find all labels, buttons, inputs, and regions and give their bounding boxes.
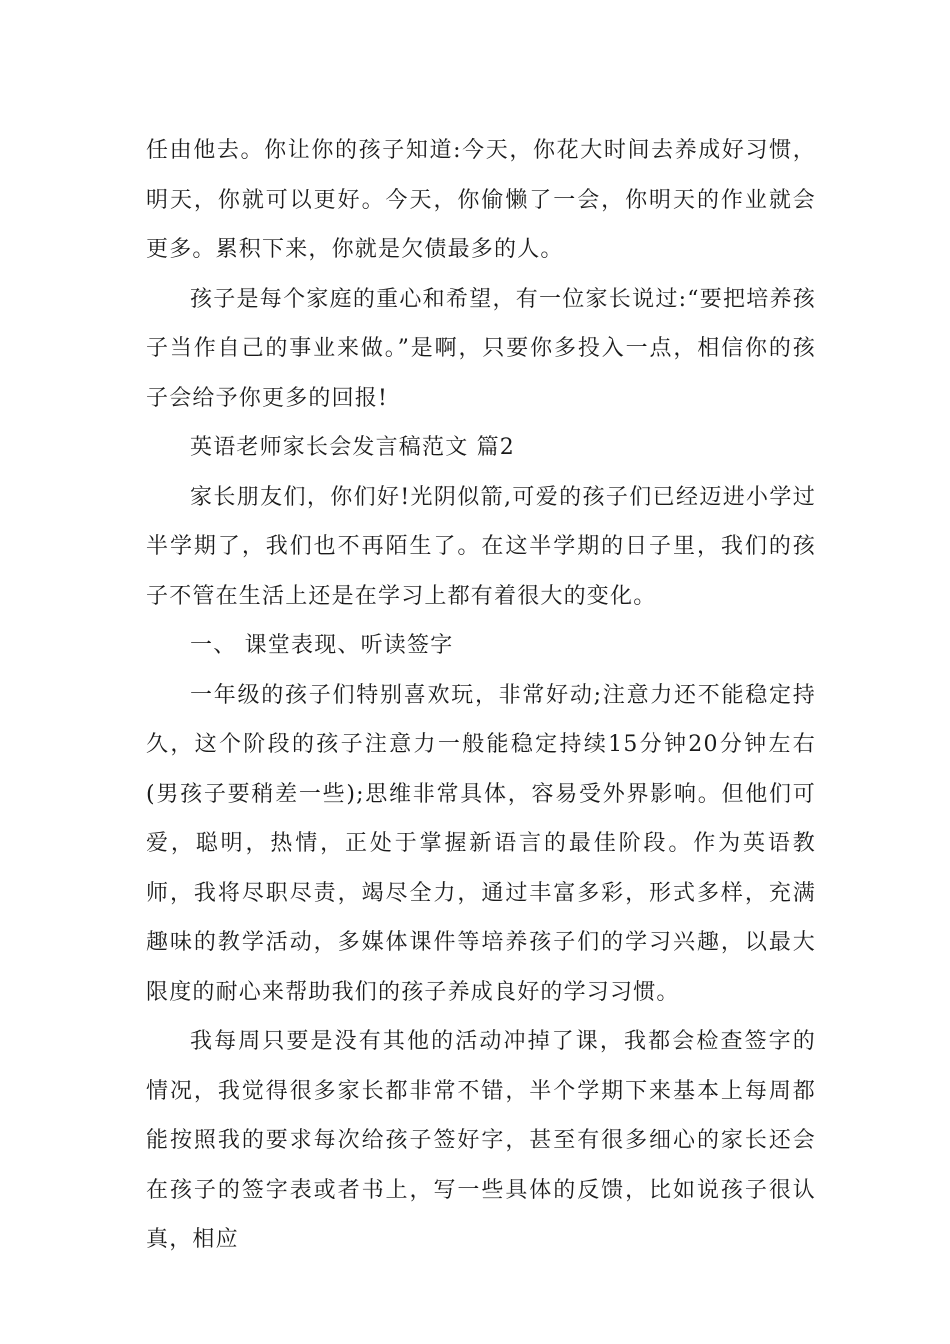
paragraph-classroom: 一年级的孩子们特别喜欢玩，非常好动;注意力还不能稳定持久，这个阶段的孩子注意力一般能稳定持续15分钟20分钟左右(男孩子要稍差一些);思维非常具体，容易受外界影响。但他们可爱，聪明，热情，正处于掌握新语言的最佳阶段。作为英语教师，我将尽职尽责，竭尽全力，通过丰富多彩，形式多样，充满趣味的教学活动，多媒体课件等培养孩子们的学习兴趣，以最大限度的耐心来帮助我们的孩子养成良好的学习习惯。 — [146, 682, 816, 1005]
document-body — [146, 126, 816, 1265]
subsection-heading: 一、 课堂表现、听读签字 — [190, 633, 454, 658]
section-title: 英语老师家长会发言稿范文 篇2 — [190, 435, 515, 460]
paragraph-parent-hope: 孩子是每个家庭的重心和希望，有一位家长说过:“要把培养孩子当作自己的事业来做。”是啊，只要你多投入一点，相信你的孩子会给予你更多的回报! — [146, 286, 816, 411]
paragraph-continuation: 任由他去。你让你的孩子知道:今天，你花大时间去养成好习惯，明天，你就可以更好。今天，你偷懒了一会，你明天的作业就会更多。累积下来，你就是欠债最多的人。 — [146, 138, 816, 262]
paragraph-greeting: 家长朋友们，你们好!光阴似箭,可爱的孩子们已经迈进小学过半学期了，我们也不再陌生了。在这半学期的日子里，我们的孩子不管在生活上还是在学习上都有着很大的变化。 — [146, 484, 816, 609]
paragraph-signature-check: 我每周只要是没有其他的活动冲掉了课，我都会检查签字的情况，我觉得很多家长都非常不错，半个学期下来基本上每周都能按照我的要求每次给孩子签好字，甚至有很多细心的家长还会在孩子的签字表或者书上，写一些具体的反馈，比如说孩子很认真，相应 — [146, 1029, 816, 1252]
